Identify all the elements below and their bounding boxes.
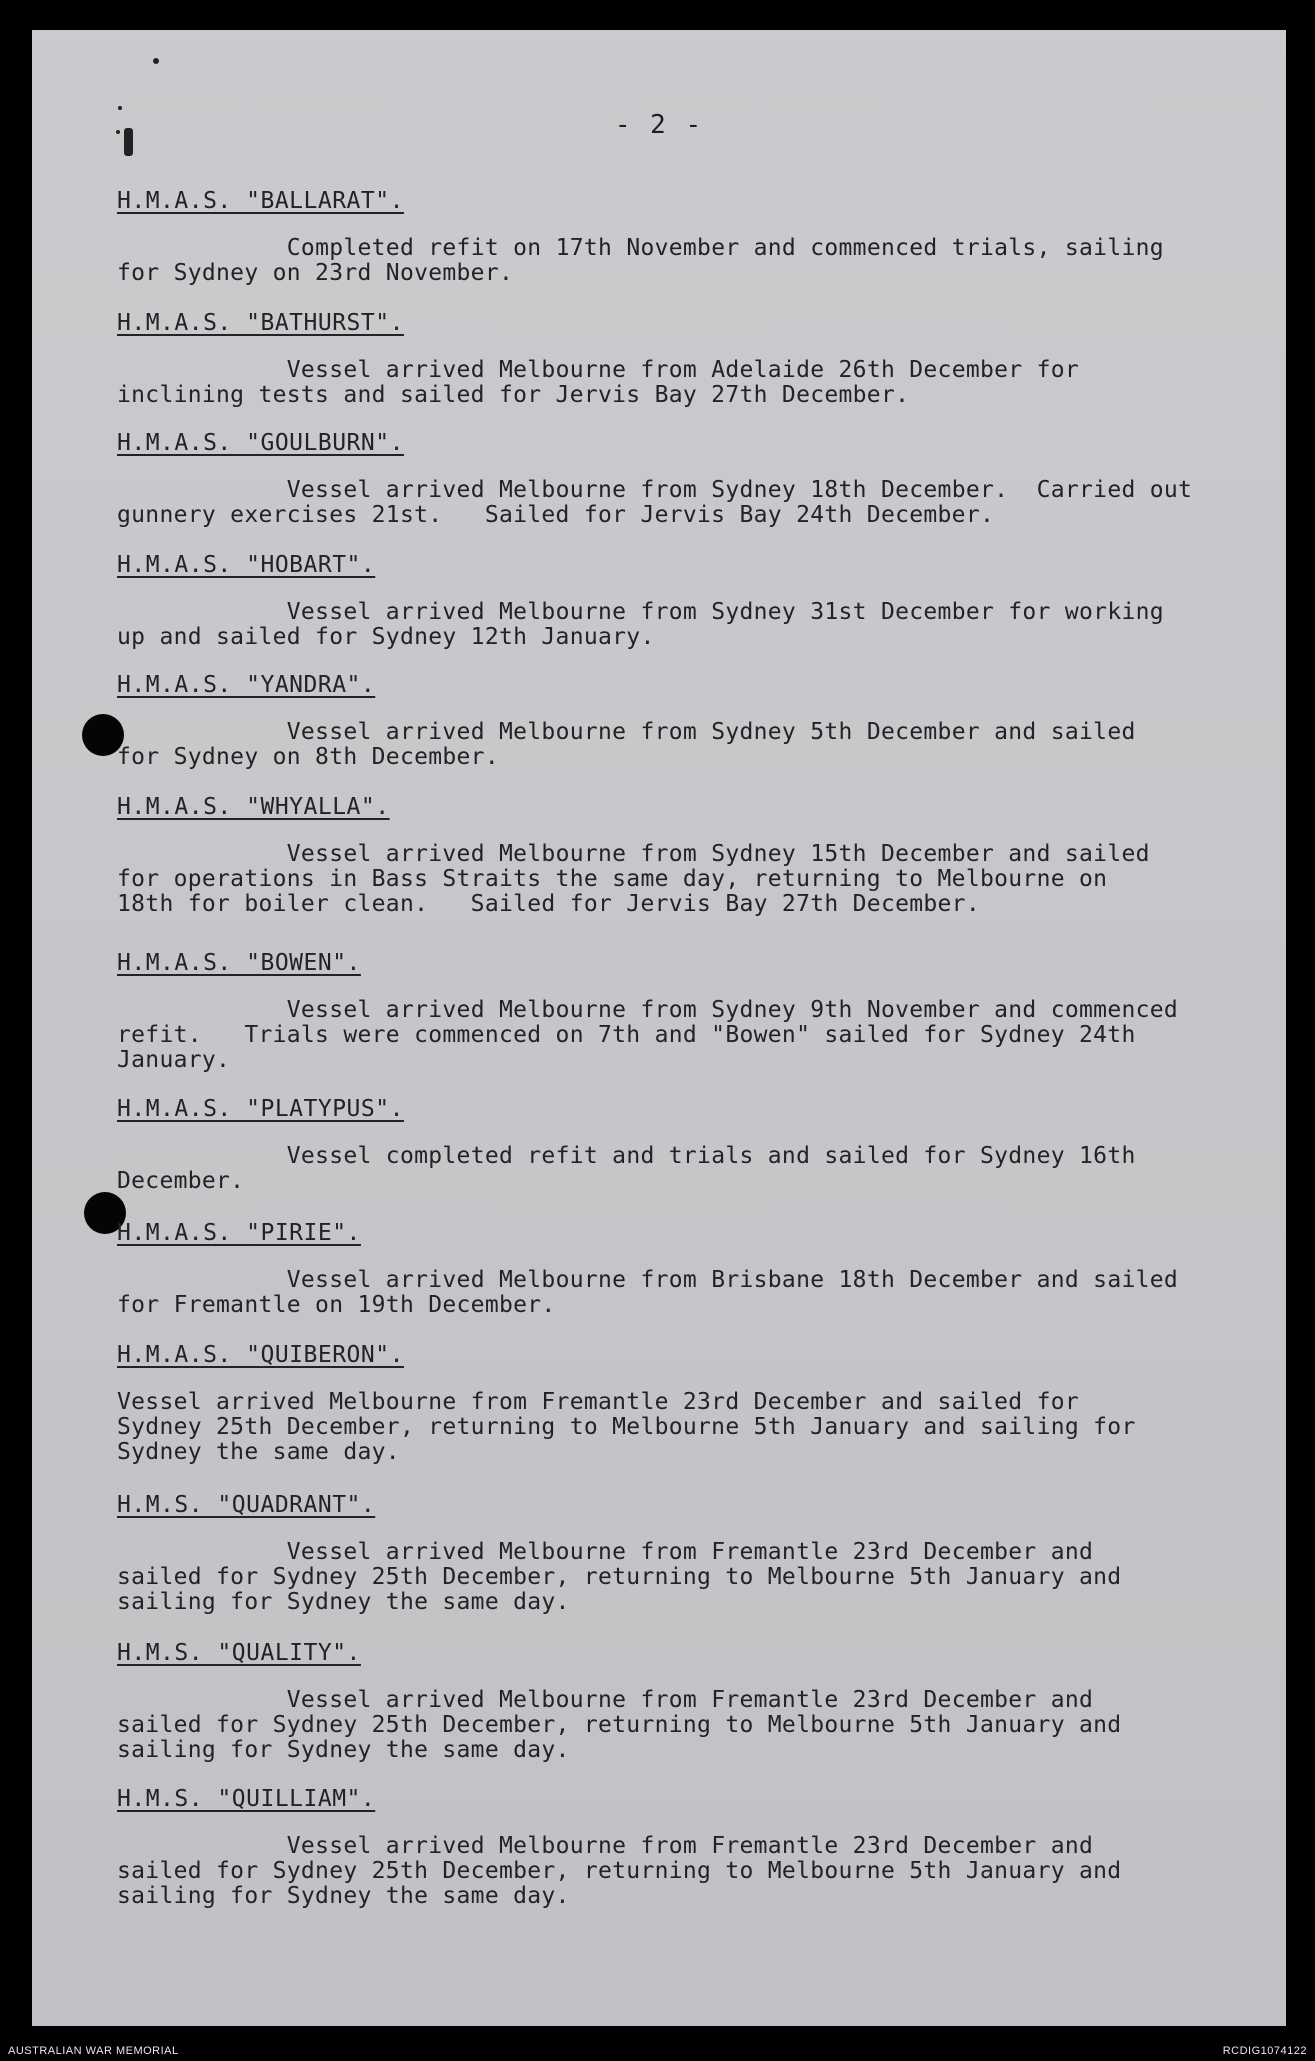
ship-entry	[117, 310, 1267, 408]
ship-heading	[117, 1640, 1267, 1666]
ship-entry	[117, 672, 1267, 770]
ship-heading	[117, 1096, 1267, 1122]
ship-movement-text: Vessel completed refit and trials and sailed for Sydney 16th December.	[117, 1143, 1136, 1194]
ink-speck	[116, 130, 120, 134]
ship-movement-text: Vessel arrived Melbourne from Sydney 5th December and sailed for Sydney on 8th December.	[117, 719, 1136, 770]
footer-left: AUSTRALIAN WAR MEMORIAL	[8, 2045, 179, 2057]
ink-speck	[118, 106, 122, 110]
ship-movement-text: Completed refit on 17th November and commenced trials, sailing for Sydney on 23rd November.	[117, 235, 1164, 286]
document-page	[32, 30, 1286, 2026]
ship-entry	[117, 430, 1267, 528]
ship-name: H.M.S. "QUILLIAM".	[117, 1786, 376, 1812]
ship-heading	[117, 950, 1267, 976]
ship-name: H.M.A.S. "WHYALLA".	[117, 794, 390, 820]
ship-name: H.M.A.S. "HOBART".	[117, 552, 376, 578]
ship-movement-text: Vessel arrived Melbourne from Sydney 18th December. Carried out gunnery exercises 21st. Sailed for Jervis Bay 24th December.	[117, 477, 1193, 528]
ship-name: H.M.A.S. "PIRIE".	[117, 1220, 361, 1246]
ship-heading	[117, 430, 1267, 456]
ship-movement-text: Vessel arrived Melbourne from Fremantle 23rd December and sailed for Sydney 25th December, returning to Melbourne 5th January and sailing for Sydney the same day.	[117, 1687, 1122, 1763]
ship-entry	[117, 552, 1267, 650]
ship-movement-text: Vessel arrived Melbourne from Fremantle 23rd December and sailed for Sydney 25th December, returning to Melbourne 5th January and sailing for Sydney the same day.	[117, 1389, 1136, 1465]
ship-entry	[117, 794, 1267, 917]
ink-speck	[124, 128, 133, 156]
ship-heading	[117, 1342, 1267, 1368]
ship-entry	[117, 1640, 1267, 1763]
ship-name: H.M.A.S. "YANDRA".	[117, 672, 376, 698]
ship-heading	[117, 794, 1267, 820]
ship-name: H.M.A.S. "QUIBERON".	[117, 1342, 404, 1368]
ship-name: H.M.A.S. "BATHURST".	[117, 310, 404, 336]
ship-name: H.M.S. "QUADRANT".	[117, 1492, 376, 1518]
page-number: - 2 -	[614, 110, 704, 140]
ship-heading	[117, 188, 1267, 214]
ship-entry	[117, 1342, 1267, 1465]
ship-name: H.M.A.S. "PLATYPUS".	[117, 1096, 404, 1122]
ship-name: H.M.A.S. "BOWEN".	[117, 950, 361, 976]
ship-movement-text: Vessel arrived Melbourne from Sydney 15th December and sailed for operations in Bass Straits the same day, returning to Melbourne on 18th for boiler clean. Sailed for Jervis Bay 27th December.	[117, 841, 1150, 917]
ink-speck	[153, 58, 159, 64]
ship-entry	[117, 1492, 1267, 1615]
ship-movement-text: Vessel arrived Melbourne from Fremantle 23rd December and sailed for Sydney 25th December, returning to Melbourne 5th January and sailing for Sydney the same day.	[117, 1539, 1122, 1615]
ship-heading	[117, 552, 1267, 578]
ship-movement-text: Vessel arrived Melbourne from Adelaide 26th December for inclining tests and sailed for Jervis Bay 27th December.	[117, 357, 1080, 408]
ship-movement-text: Vessel arrived Melbourne from Sydney 9th November and commenced refit. Trials were commenced on 7th and "Bowen" sailed for Sydney 24th January.	[117, 997, 1179, 1073]
ship-name: H.M.S. "QUALITY".	[117, 1640, 361, 1666]
ship-name: H.M.A.S. "GOULBURN".	[117, 430, 404, 456]
ship-movement-text: Vessel arrived Melbourne from Fremantle 23rd December and sailed for Sydney 25th December, returning to Melbourne 5th January and sailing for Sydney the same day.	[117, 1833, 1122, 1909]
ship-entry	[117, 1786, 1267, 1909]
ship-entry	[117, 188, 1267, 286]
ship-entry	[117, 1220, 1267, 1318]
ship-heading	[117, 1220, 1267, 1246]
ship-heading	[117, 1786, 1267, 1812]
ship-heading	[117, 1492, 1267, 1518]
ship-entry	[117, 1096, 1267, 1194]
ship-movement-text: Vessel arrived Melbourne from Brisbane 18th December and sailed for Fremantle on 19th December.	[117, 1267, 1179, 1318]
ship-name: H.M.A.S. "BALLARAT".	[117, 188, 404, 214]
ship-movement-text: Vessel arrived Melbourne from Sydney 31st December for working up and sailed for Sydney 12th January.	[117, 599, 1164, 650]
footer-right: RCDIG1074122	[1222, 2045, 1307, 2057]
ship-entry	[117, 950, 1267, 1073]
ship-heading	[117, 672, 1267, 698]
ship-heading	[117, 310, 1267, 336]
